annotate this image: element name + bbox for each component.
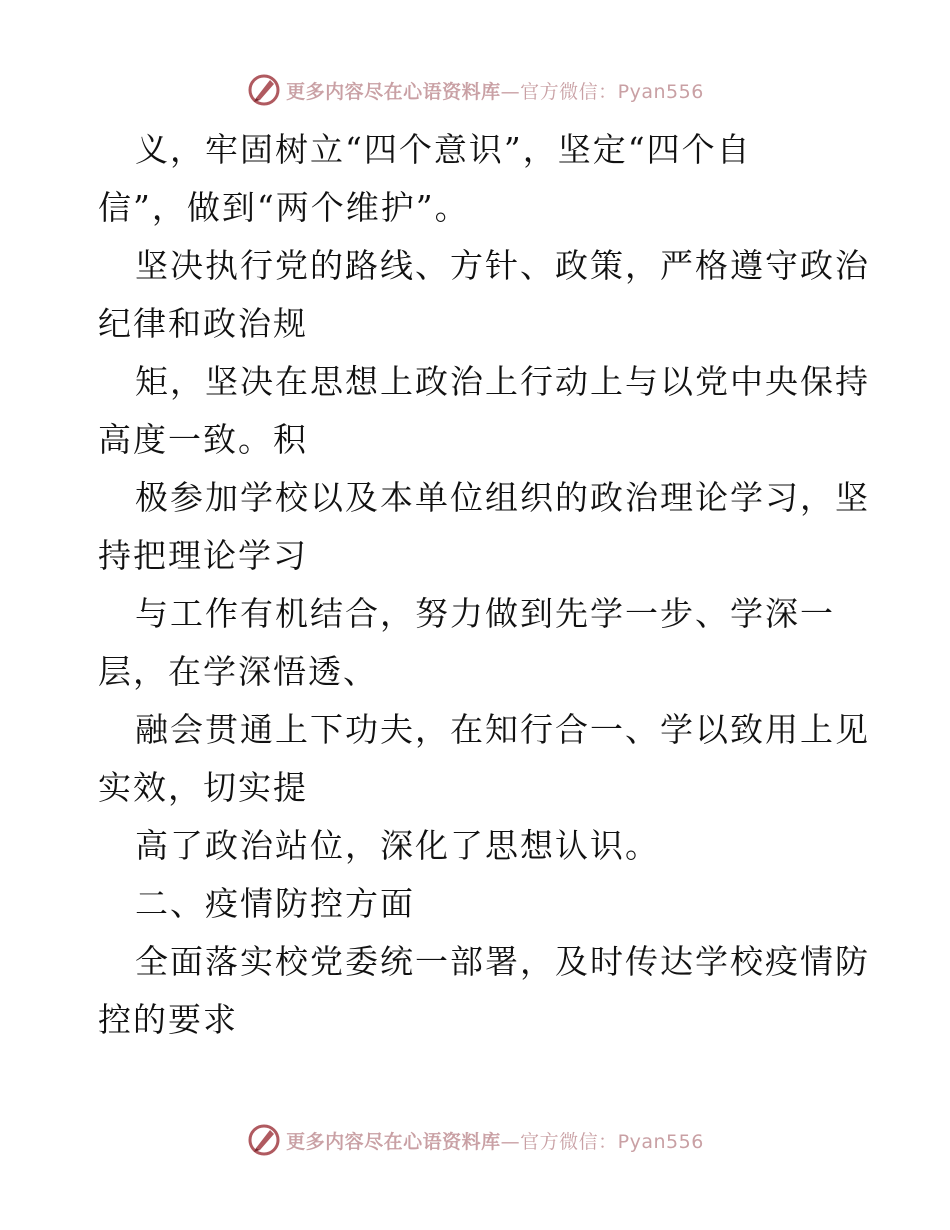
- body-line: 信”，做到“两个维护”。: [98, 188, 470, 227]
- watermark-suffix-text: 官方微信：Pyan556: [520, 80, 704, 103]
- body-line: 实效，切实提: [98, 768, 308, 807]
- body-line: 高度一致。积: [98, 420, 308, 459]
- watermark-text: [286, 1127, 704, 1154]
- body-line: 持把理论学习: [98, 536, 308, 575]
- body-line: 纪律和政治规: [98, 304, 308, 343]
- footer-watermark: [0, 1120, 950, 1160]
- pen-logo-icon: [246, 1122, 282, 1158]
- body-line: 全面落实校党委统一部署，及时传达学校疫情防: [135, 942, 870, 981]
- watermark-dash: —: [500, 80, 521, 103]
- body-line: 控的要求: [98, 1000, 238, 1039]
- body-line: 极参加学校以及本单位组织的政治理论学习，坚: [135, 478, 870, 517]
- watermark-main-text: 更多内容尽在心语资料库: [286, 80, 501, 103]
- header-watermark: [0, 70, 950, 110]
- body-line: 义，牢固树立“四个意识”，坚定“四个自: [135, 130, 752, 169]
- watermark-suffix-text: 官方微信：Pyan556: [520, 1130, 704, 1153]
- watermark-main-text: 更多内容尽在心语资料库: [286, 1130, 501, 1153]
- watermark-text: [286, 77, 704, 104]
- pen-logo-icon: [246, 72, 282, 108]
- body-line: 矩，坚决在思想上政治上行动上与以党中央保持: [135, 362, 870, 401]
- body-line: 层，在学深悟透、: [98, 652, 378, 691]
- watermark-dash: —: [500, 1130, 521, 1153]
- body-line: 高了政治站位，深化了思想认识。: [135, 826, 660, 865]
- body-line: 坚决执行党的路线、方针、政策，严格遵守政治: [135, 246, 870, 285]
- body-line: 与工作有机结合，努力做到先学一步、学深一: [135, 594, 835, 633]
- section-heading: 二、疫情防控方面: [135, 884, 415, 923]
- body-line: 融会贯通上下功夫，在知行合一、学以致用上见: [135, 710, 870, 749]
